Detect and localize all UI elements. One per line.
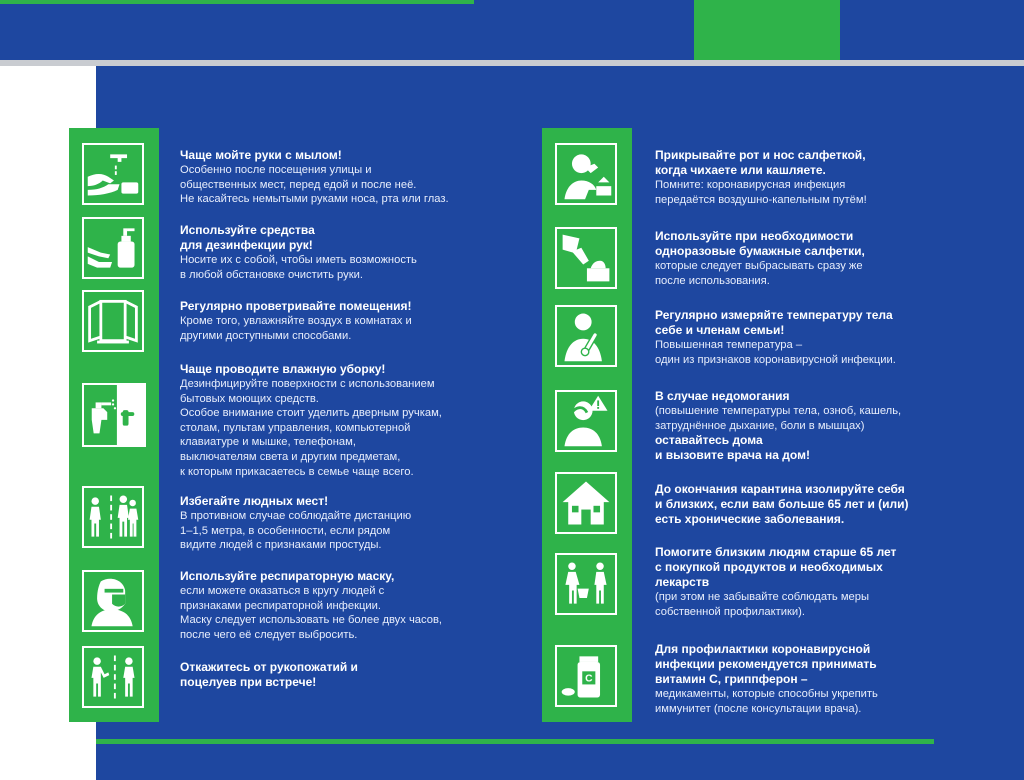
top-banner [0, 0, 1024, 60]
disposable-tissue-icon [555, 227, 617, 289]
tip-avoid-crowds [180, 494, 510, 553]
tip-heading: До окончания карантина изолируйте себя и близких, если вам больше 65 лет и (или) есть хронические заболевания. [655, 482, 909, 526]
thermometer-icon [555, 305, 617, 367]
tip-text: Особенно после посещения улицы и общественных мест, перед едой и после неё. Не касайтесь немытыми руками носа, рта или глаз. [180, 164, 449, 206]
tip-heading: Используйте при необходимости одноразовые бумажные салфетки, [655, 229, 865, 258]
tip-text: Дезинфицируйте поверхности с использованием бытовых моющих средств. Особое внимание стоит уделить дверным ручкам, столам, пультам управления, компьютерной клавиатуре и мышке, телефонам, выключателям света и другим предметам, к которым прикасаетесь в семье чаще всего. [180, 378, 442, 478]
tip-sanitizer [180, 223, 510, 282]
tip-text: Помните: коронавирусная инфекция передаётся воздушно-капельным путём! [655, 179, 867, 206]
tip-temperature [655, 308, 955, 367]
tip-text: В противном случае соблюдайте дистанцию 1–1,5 метра, в особенности, если рядом видите людей с признаками простуды. [180, 510, 412, 552]
tip-heading: Помогите близким людям старше 65 лет с покупкой продуктов и необходимых лекарств [655, 545, 897, 589]
tip-text: если можете оказаться в кругу людей с признаками респираторной инфекции. Маску следует использовать не более двух часов, после чего её следует выбросить. [180, 585, 443, 641]
tip-heading: Используйте средства для дезинфекции рук! [180, 223, 315, 252]
tip-heading: Прикрывайте рот и нос салфеткой, когда чихаете или кашляете. [655, 148, 866, 177]
tip-wash-hands [180, 148, 510, 207]
handwashing-icon [82, 143, 144, 205]
tip-heading: Используйте респираторную маску, [180, 569, 395, 583]
tip-text: Повышенная температура – один из признаков коронавирусной инфекции. [655, 339, 896, 366]
tip-heading: Чаще проводите влажную уборку! [180, 362, 386, 376]
sick-person-icon [555, 390, 617, 452]
bottom-accent-line [96, 739, 934, 744]
tip-text: которые следует выбрасывать сразу же после использования. [655, 260, 863, 287]
tip-help-elderly [655, 545, 955, 619]
tip-no-handshake [180, 660, 510, 690]
tip-heading: Избегайте людных мест! [180, 494, 329, 508]
house-icon [555, 472, 617, 534]
tip-vitamins [655, 642, 955, 716]
open-window-icon [82, 290, 144, 352]
tip-wet-cleaning [180, 362, 510, 479]
tip-quarantine [655, 482, 955, 527]
tip-heading: Регулярно проветривайте помещения! [180, 299, 412, 313]
cover-cough-icon [555, 143, 617, 205]
tip-mask [180, 569, 510, 642]
tip-text: (при этом не забывайте соблюдать меры собственной профилактики). [655, 591, 870, 618]
tip-text: Кроме того, увлажняйте воздух в комнатах и другими доступными способами. [180, 315, 412, 342]
svg-text:C: C [585, 673, 593, 685]
tip-heading-secondary: оставайтесь дома и вызовите врача на дом! [655, 433, 810, 463]
tip-cover-cough [655, 148, 955, 207]
vitamin-c-icon [555, 645, 617, 707]
tip-text: (повышение температуры тела, озноб, кашель, затруднённое дыхание, боли в мышцах) [655, 405, 902, 432]
tip-heading: Регулярно измеряйте температуру тела себе и членам семьи! [655, 308, 893, 337]
tip-heading: Для профилактики коронавирусной инфекции рекомендуется принимать витамин С, гриппферон – [655, 642, 877, 686]
hand-sanitizer-icon [82, 217, 144, 279]
top-accent-line [0, 0, 474, 4]
tip-tissues [655, 229, 955, 288]
tip-heading: Откажитесь от рукопожатий и поцелуев при встрече! [180, 660, 358, 689]
social-distance-icon [82, 486, 144, 548]
disinfect-door-handle-icon [82, 383, 146, 447]
tip-text: Носите их с собой, чтобы иметь возможность в любой обстановке очистить руки. [180, 254, 417, 281]
no-handshake-icon [82, 646, 144, 708]
tip-heading: Чаще мойте руки с мылом! [180, 148, 342, 162]
tip-heading: В случае недомогания [655, 389, 790, 403]
tip-feel-unwell [655, 389, 955, 463]
tip-ventilate [180, 299, 510, 343]
tip-text: медикаменты, которые способны укрепить иммунитет (после консультации врача). [655, 688, 878, 715]
top-accent-box [694, 0, 840, 60]
shopping-help-icon [555, 553, 617, 615]
respirator-mask-icon [82, 570, 144, 632]
